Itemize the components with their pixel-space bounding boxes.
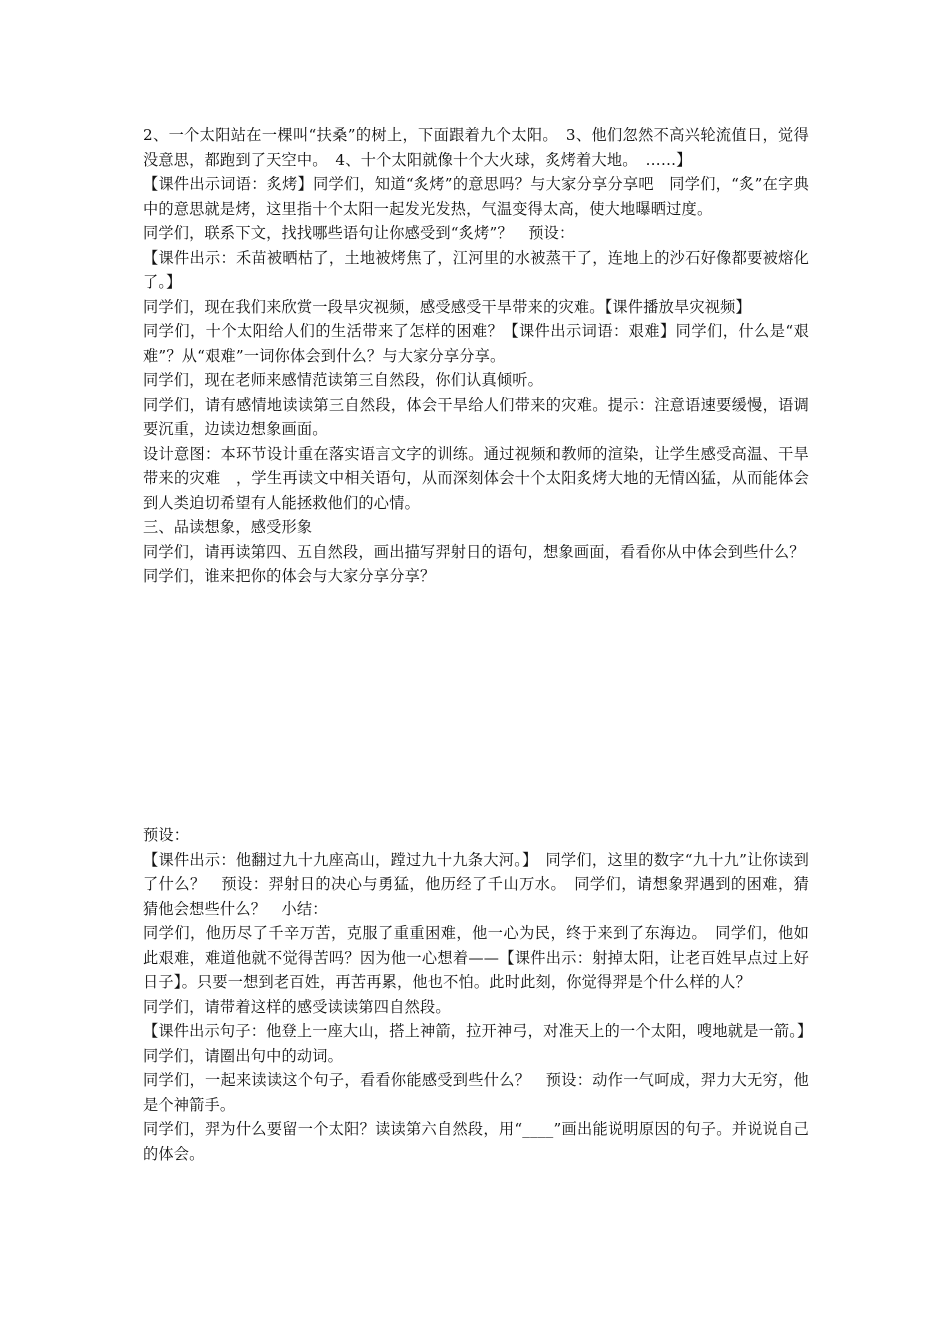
text-block-lower — [143, 823, 813, 1166]
paragraph-share-feelings: 同学们，谁来把你的体会与大家分享分享？ — [143, 567, 436, 585]
paragraph-courseware-drought: 【课件出示：禾苗被晒枯了，土地被烤焦了，江河里的水被蒸干了，连地上的沙石好像都要被熔化了。】 — [143, 248, 809, 291]
text-block-upper — [143, 123, 809, 589]
paragraph-preset-label: 预设： — [143, 826, 190, 844]
paragraph-read-sentence: 同学们，一起来读读这个句子，看看你能感受到些什么？ 预设：动作一气呵成，羿力大无穷，他是个神箭手。 — [143, 1071, 809, 1114]
paragraph-drought-video: 同学们，现在我们来欣赏一段旱灾视频，感受感受干旱带来的灾难。【课件播放旱灾视频】 — [143, 297, 751, 316]
paragraph-find-sentences: 同学们，联系下文，找找哪些语句让你感受到“炙烤”？ 预设： — [143, 224, 575, 242]
paragraph-courseware-sentence: 【课件出示句子：他登上一座大山，搭上神箭，拉开神弓，对准天上的一个太阳，嗖地就是一箭。】 — [143, 1022, 813, 1040]
paragraph-design-intent: 设计意图：本环节设计重在落实语言文字的训练。通过视频和教师的渲染，让学生感受高温、干旱带来的灾难 ，学生再读文中相关语句，从而深刻体会十个太阳炙烤大地的无情凶猛，从而能体会到人类迫切希望有人能拯救他们的心情。 — [143, 444, 809, 512]
paragraph-story-summary: 2、一个太阳站在一棵叫“扶桑”的树上，下面跟着九个太阳。 3、他们忽然不高兴轮流值日，觉得没意思，都跑到了天空中。 4、十个太阳就像十个大火球，炙烤着大地。 ……】 — [143, 126, 809, 169]
paragraph-hardships: 同学们，他历尽了千辛万苦，克服了重重困难，他一心为民，终于来到了东海边。 同学们，他如此艰难，难道他就不觉得苦吗？因为他一心想着——【课件出示：射掉太阳，让老百姓早点过上好日子】。只要一想到老百姓，再苦再累，他也不怕。此时此刻，你觉得羿是个什么样的人？ — [143, 924, 809, 991]
paragraph-teacher-reading: 同学们，现在老师来感情范读第三自然段，你们认真倾听。 — [143, 371, 544, 389]
section-heading-3: 三、品读想象，感受形象 — [143, 518, 313, 536]
paragraph-zhikao-definition: 【课件出示词语：炙烤】同学们，知道“炙烤”的意思吗？与大家分享分享吧 同学们，“炙”在字典中的意思就是烤，这里指十个太阳一起发光发热，气温变得太高，使大地曝晒过度。 — [143, 175, 809, 218]
paragraph-circle-verbs: 同学们，请圈出句中的动词。 — [143, 1046, 344, 1065]
paragraph-why-one-sun: 同学们，羿为什么要留一个太阳？读读第六自然段，用“____”画出能说明原因的句子。并说说自己的体会。 — [143, 1120, 809, 1163]
paragraph-read-fourth-fifth: 同学们，请再读第四、五自然段，画出描写羿射日的语句，想象画面，看看你从中体会到些什么？ — [143, 542, 805, 561]
paragraph-ninety-nine: 【课件出示：他翻过九十九座高山，蹚过九十九条大河。】 同学们，这里的数字“九十九”让你读到了什么？ 预设：羿射日的决心与勇猛，他历经了千山万水。 同学们，请想象羿遇到的困难，猜猜他会想些什么？ 小结： — [143, 850, 809, 918]
paragraph-read-fourth: 同学们，请带着这样的感受读读第四自然段。 — [143, 997, 451, 1016]
paragraph-read-third-section: 同学们，请有感情地读读第三自然段，体会干旱给人们带来的灾难。提示：注意语速要缓慢，语调要沉重，边读边想象画面。 — [143, 395, 809, 438]
paragraph-jiannan: 同学们，十个太阳给人们的生活带来了怎样的困难？【课件出示词语：艰难】同学们，什么是“艰难”？从“艰难”一词你体会到什么？与大家分享分享。 — [143, 322, 809, 365]
